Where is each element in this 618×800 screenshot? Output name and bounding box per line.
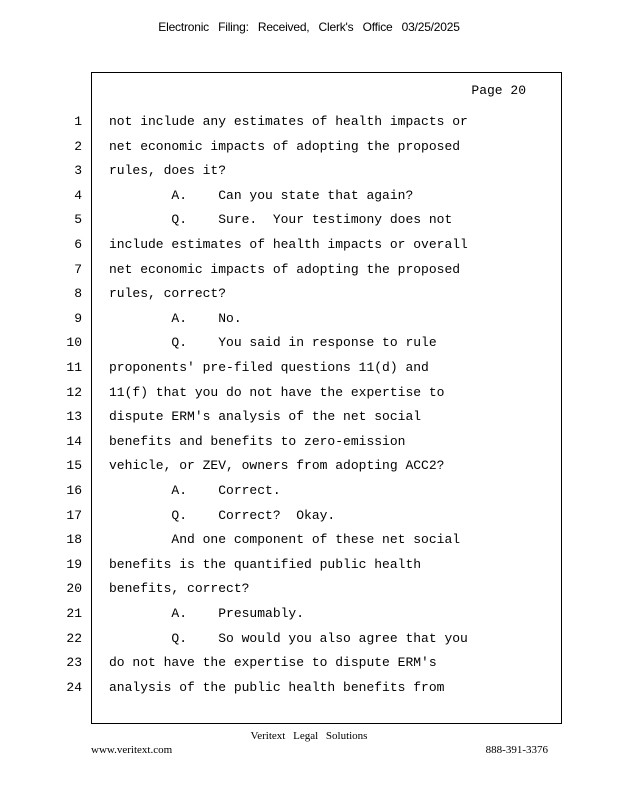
line-number: 22 <box>66 631 82 646</box>
line-number: 14 <box>66 434 82 449</box>
footer-phone: 888-391-3376 <box>485 744 548 756</box>
line-text: Q. So would you also agree that you <box>109 631 468 646</box>
line-text: A. Correct. <box>109 483 281 498</box>
line-number: 2 <box>74 139 82 154</box>
line-number: 1 <box>74 114 82 129</box>
line-number: 10 <box>66 335 82 350</box>
line-text: analysis of the public health benefits from <box>109 680 445 695</box>
line-text: not include any estimates of health impacts or <box>109 114 468 129</box>
line-text: vehicle, or ZEV, owners from adopting ACC2? <box>109 458 445 473</box>
line-number: 20 <box>66 581 82 596</box>
line-number: 24 <box>66 680 82 695</box>
line-text: A. Can you state that again? <box>109 188 414 203</box>
line-number: 7 <box>74 262 82 277</box>
line-text: dispute ERM's analysis of the net social <box>109 409 422 424</box>
line-number: 13 <box>66 409 82 424</box>
footer-website: www.veritext.com <box>91 744 173 756</box>
line-text: Q. You said in response to rule <box>109 335 437 350</box>
line-text: benefits, correct? <box>109 581 250 596</box>
line-number: 11 <box>66 360 82 375</box>
line-text: proponents' pre-filed questions 11(d) and <box>109 360 429 375</box>
line-number: 18 <box>66 532 82 547</box>
line-number: 6 <box>74 237 82 252</box>
line-text: benefits is the quantified public health <box>109 557 422 572</box>
line-text: 11(f) that you do not have the expertise to <box>109 385 445 400</box>
line-number: 12 <box>66 385 82 400</box>
line-text: do not have the expertise to dispute ERM's <box>109 655 437 670</box>
line-text: rules, does it? <box>109 163 227 178</box>
line-text: rules, correct? <box>109 286 227 301</box>
line-number: 4 <box>74 188 82 203</box>
line-text: net economic impacts of adopting the proposed <box>109 139 461 154</box>
line-text: A. Presumably. <box>109 606 305 621</box>
line-number: 3 <box>74 163 82 178</box>
line-number: 19 <box>66 557 82 572</box>
line-number: 8 <box>74 286 82 301</box>
line-text: benefits and benefits to zero-emission <box>109 434 406 449</box>
line-number: 5 <box>74 212 82 227</box>
line-text: include estimates of health impacts or overall <box>109 237 468 252</box>
page-number: Page 20 <box>471 83 526 98</box>
line-number: 9 <box>74 311 82 326</box>
footer-company: Veritext Legal Solutions <box>250 730 368 742</box>
line-number: 23 <box>66 655 82 670</box>
filing-stamp: Electronic Filing: Received, Clerk's Office 03/25/2025 <box>158 20 460 34</box>
line-number: 21 <box>66 606 82 621</box>
line-number: 17 <box>66 508 82 523</box>
line-text: A. No. <box>109 311 242 326</box>
line-text: And one component of these net social <box>109 532 461 547</box>
line-text: net economic impacts of adopting the proposed <box>109 262 461 277</box>
line-number: 15 <box>66 458 82 473</box>
line-text: Q. Correct? Okay. <box>109 508 336 523</box>
line-text: Q. Sure. Your testimony does not <box>109 212 453 227</box>
line-number: 16 <box>66 483 82 498</box>
